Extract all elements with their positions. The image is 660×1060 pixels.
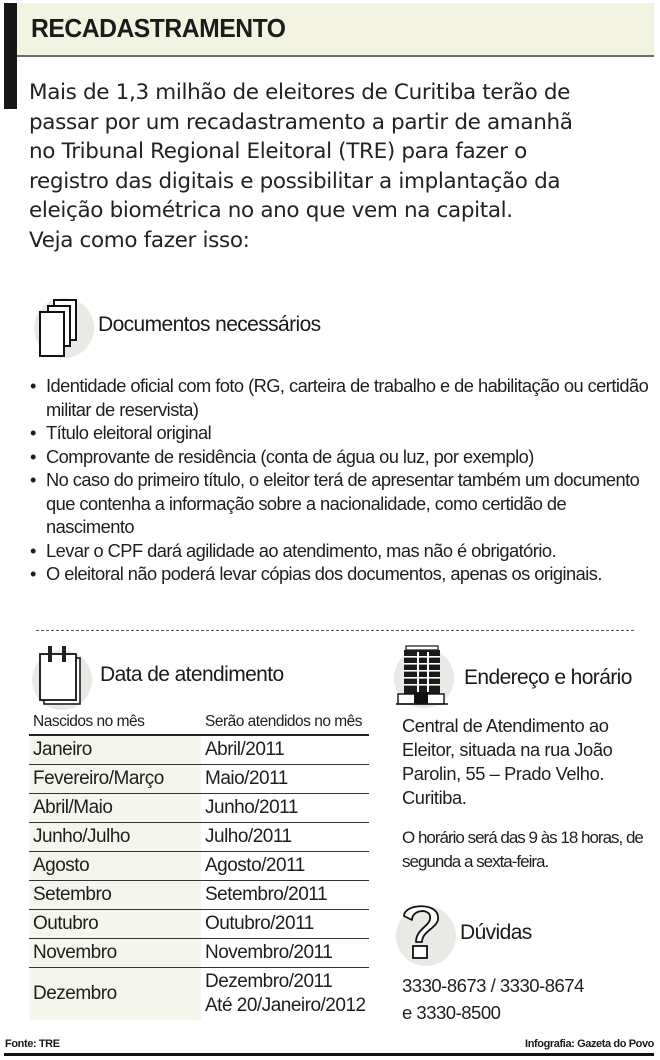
footer-rule (4, 1053, 654, 1056)
documents-list (30, 374, 655, 586)
table-row (29, 852, 369, 881)
intro-line: Mais de 1,3 milhão de eleitores de Curitiba terão de (29, 80, 571, 105)
address-title: Endereço e horário (464, 666, 632, 689)
table-row (29, 735, 369, 765)
birth-month: Agosto (29, 852, 201, 881)
table-header-row (29, 710, 369, 735)
table-row (29, 910, 369, 939)
header-band (17, 3, 654, 57)
service-month: Outubro/2011 (201, 910, 369, 939)
service-month: Julho/2011 (201, 823, 369, 852)
list-item: • Comprovante de residência (conta de água ou luz, por exemplo) (30, 445, 655, 469)
question-mark-icon (396, 900, 456, 966)
service-month: Maio/2011 (201, 765, 369, 794)
section-divider (36, 630, 634, 631)
phone-line: e 3330-8500 (402, 1002, 501, 1023)
birth-month: Setembro (29, 881, 201, 910)
birth-month: Junho/Julho (29, 823, 201, 852)
documents-title: Documentos necessários (98, 313, 321, 336)
address-text: Central de Atendimento ao Eleitor, situada na rua João Parolin, 55 – Prado Velho. Curitiba. (402, 715, 613, 808)
intro-paragraph (29, 78, 654, 255)
address-section-header (394, 642, 632, 708)
service-month: Agosto/2011 (201, 852, 369, 881)
column-header: Serão atendidos no mês (201, 710, 369, 735)
birth-month: Dezembro (29, 968, 201, 1021)
intro-line: no Tribunal Regional Eleitoral (TRE) para fazer o (29, 139, 527, 164)
notepad-calendar-icon (32, 644, 94, 706)
service-month: Setembro/2011 (201, 881, 369, 910)
phone-line: 3330-8673 / 3330-8674 (402, 975, 584, 996)
source-label: Fonte: TRE (5, 1038, 60, 1050)
intro-line: passar por um recadastramento a partir de amanhã (29, 109, 573, 135)
service-month-line: Até 20/Janeiro/2012 (205, 995, 366, 1016)
intro-line: registro das digitais e possibilitar a implantação da (29, 168, 561, 194)
birth-month: Fevereiro/Março (29, 765, 201, 794)
table-row (29, 968, 369, 1021)
intro-line: Veja como fazer isso: (29, 227, 250, 253)
table-row (29, 939, 369, 968)
service-month-line: Dezembro/2011 (205, 971, 333, 992)
table-row (29, 823, 369, 852)
birth-month: Novembro (29, 939, 201, 968)
accent-bar (4, 3, 17, 109)
birth-month: Abril/Maio (29, 794, 201, 823)
service-month: Abril/2011 (201, 735, 369, 765)
documents-stack-icon (34, 294, 96, 356)
hours-text: O horário será das 9 às 18 horas, de segunda a sexta-feira. (402, 828, 643, 871)
schedule-title: Data de atendimento (100, 663, 284, 686)
table-row (29, 794, 369, 823)
page-title: RECADASTRAMENTO (31, 13, 286, 43)
column-header: Nascidos no mês (29, 710, 201, 735)
birth-month: Outubro (29, 910, 201, 939)
list-item: • Identidade oficial com foto (RG, carteira de trabalho e de habilitação ou certidão militar de reservista) (30, 374, 655, 421)
questions-title: Dúvidas (460, 921, 532, 944)
building-icon (394, 642, 462, 708)
service-month (201, 968, 369, 1021)
birth-month: Janeiro (29, 735, 201, 765)
service-month: Junho/2011 (201, 794, 369, 823)
table-row (29, 765, 369, 794)
schedule-table (29, 710, 369, 1020)
service-month: Novembro/2011 (201, 939, 369, 968)
schedule-section-header (32, 644, 284, 706)
phone-numbers (402, 972, 652, 1026)
list-item: • No caso do primeiro título, o eleitor terá de apresentar também um documento que contenha a informação sobre a nacionalidade, como certidão de nascimento (30, 468, 655, 539)
credit-label: Infografia: Gazeta do Povo (525, 1038, 654, 1050)
table-row (29, 881, 369, 910)
questions-section-header (396, 900, 532, 966)
list-item: • Levar o CPF dará agilidade ao atendimento, mas não é obrigatório. (30, 539, 655, 563)
documents-section-header (34, 294, 321, 356)
list-item: • O eleitoral não poderá levar cópias dos documentos, apenas os originais. (30, 562, 655, 586)
intro-line: eleição biométrica no ano que vem na capital. (29, 198, 513, 223)
list-item: • Título eleitoral original (30, 421, 655, 445)
